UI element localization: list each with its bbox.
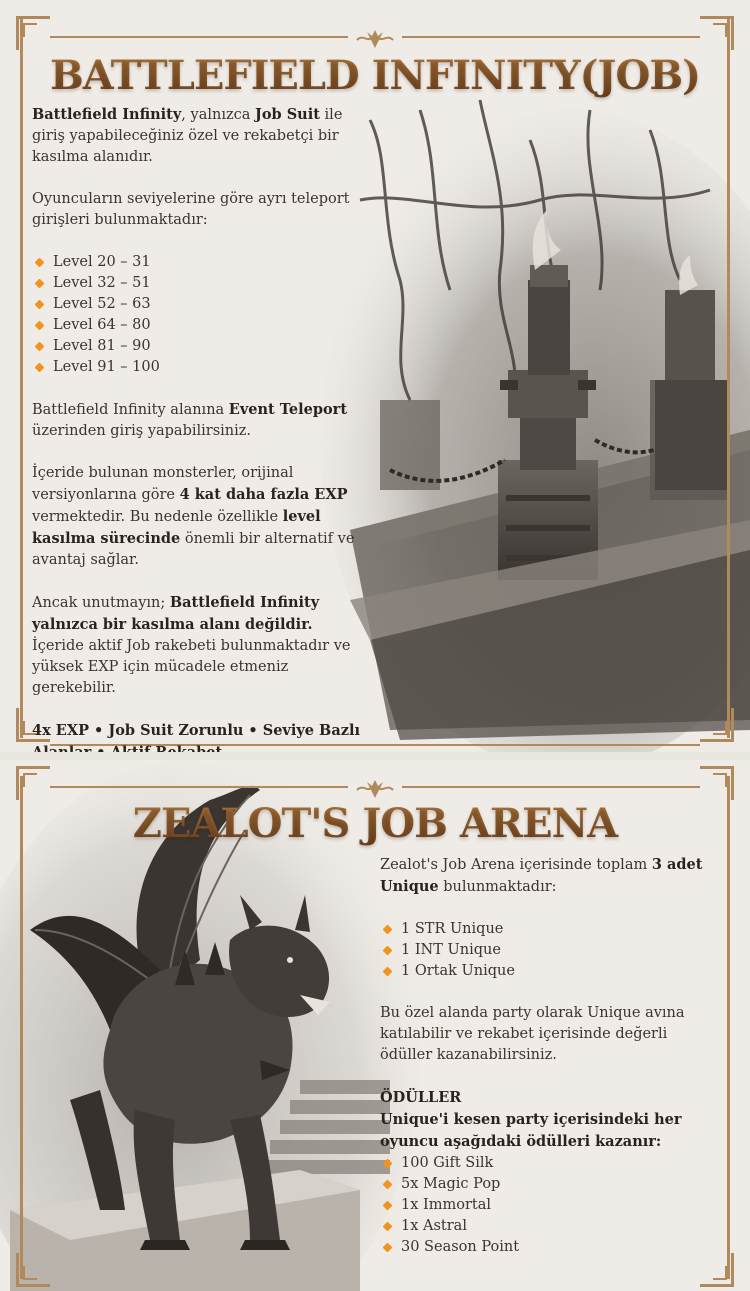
section-title: BATTLEFIELD INFINITY(JOB) (0, 52, 750, 99)
unique-count-paragraph: Zealot's Job Arena içerisinde toplam 3 adet Unique bulunmaktadır: (380, 856, 703, 895)
frame-corner-ornament (700, 708, 734, 742)
list-item: 1 STR Unique (380, 919, 720, 940)
frame-corner-ornament (700, 16, 734, 50)
orange-diamond-bullet-icon (35, 258, 45, 268)
event-teleport-paragraph: Battlefield Infinity alanına Event Teleport üzerinden giriş yapabilirsiniz. (32, 401, 348, 439)
list-item: Level 52 – 63 (32, 294, 367, 315)
rewards-heading: ÖDÜLLER (380, 1089, 462, 1106)
frame-corner-ornament (16, 16, 50, 50)
warning-paragraph: Ancak unutmayın; Battlefield Infinity yalnızca bir kasılma alanı değildir. İçeride aktif Job rakebeti bulunmaktadır ve yüksek EXP için mücadele etmeniz gerekebilir. (32, 594, 351, 696)
intro-paragraph: Battlefield Infinity, yalnızca Job Suit ile giriş yapabileceğiniz özel ve rekabetçi bir kasılma alanıdır. (32, 106, 343, 165)
list-item: 1 INT Unique (380, 940, 720, 961)
section-title: ZEALOT'S JOB ARENA (0, 800, 750, 847)
orange-diamond-bullet-icon (35, 363, 45, 373)
section-body (32, 104, 367, 785)
list-item: 1x Immortal (380, 1195, 720, 1216)
unique-list (380, 919, 720, 982)
level-list (32, 252, 367, 378)
orange-diamond-bullet-icon (383, 1201, 393, 1211)
rewards-list (380, 1153, 720, 1258)
list-item: 1 Ortak Unique (380, 961, 720, 982)
list-item: 1x Astral (380, 1216, 720, 1237)
feature-tags: 4x EXP • Job Suit Zorunlu • Seviye Bazlı (32, 722, 360, 739)
ornament-crest-icon (355, 28, 395, 50)
list-item: Level 20 – 31 (32, 252, 367, 273)
list-item: 5x Magic Pop (380, 1174, 720, 1195)
orange-diamond-bullet-icon (35, 342, 45, 352)
list-item: Level 81 – 90 (32, 336, 367, 357)
frame-corner-ornament (16, 1253, 50, 1287)
teleport-paragraph: Oyuncuların seviyelerine göre ayrı teleport girişleri bulunmaktadır: (32, 191, 350, 228)
orange-diamond-bullet-icon (383, 1243, 393, 1253)
rewards-subheading: Unique'i kesen party içerisindeki her oyuncu aşağıdaki ödülleri kazanır: (380, 1111, 682, 1150)
list-item: Level 32 – 51 (32, 273, 367, 294)
temple-ruins-illustration (330, 80, 750, 750)
orange-diamond-bullet-icon (383, 946, 393, 956)
orange-diamond-bullet-icon (35, 279, 45, 289)
orange-diamond-bullet-icon (35, 300, 45, 310)
list-item: 30 Season Point (380, 1237, 720, 1258)
gargoyle-illustration (0, 770, 400, 1291)
list-item: 100 Gift Silk (380, 1153, 720, 1174)
section-divider (0, 752, 750, 760)
list-item: Level 64 – 80 (32, 315, 367, 336)
orange-diamond-bullet-icon (383, 1180, 393, 1190)
zealots-job-arena-section (0, 760, 750, 1291)
list-item: Level 91 – 100 (32, 357, 367, 378)
party-paragraph: Bu özel alanda party olarak Unique avına katılabilir ve rekabet içerisinde değerli ödüller kazanabilirsiniz. (380, 1005, 685, 1063)
orange-diamond-bullet-icon (383, 967, 393, 977)
frame-corner-ornament (700, 766, 734, 800)
exp-paragraph: İçeride bulunan monsterler, orijinal versiyonlarına göre 4 kat daha fazla EXP vermektedir. Bu nedenle özellikle level kasılma sürecinde önemli bir alternatif ve avantaj sağlar. (32, 465, 355, 568)
orange-diamond-bullet-icon (383, 1159, 393, 1169)
orange-diamond-bullet-icon (383, 1222, 393, 1232)
frame-corner-ornament (16, 766, 50, 800)
orange-diamond-bullet-icon (35, 321, 45, 331)
section-body (380, 854, 720, 1279)
orange-diamond-bullet-icon (383, 925, 393, 935)
ornament-crest-icon (355, 778, 395, 800)
